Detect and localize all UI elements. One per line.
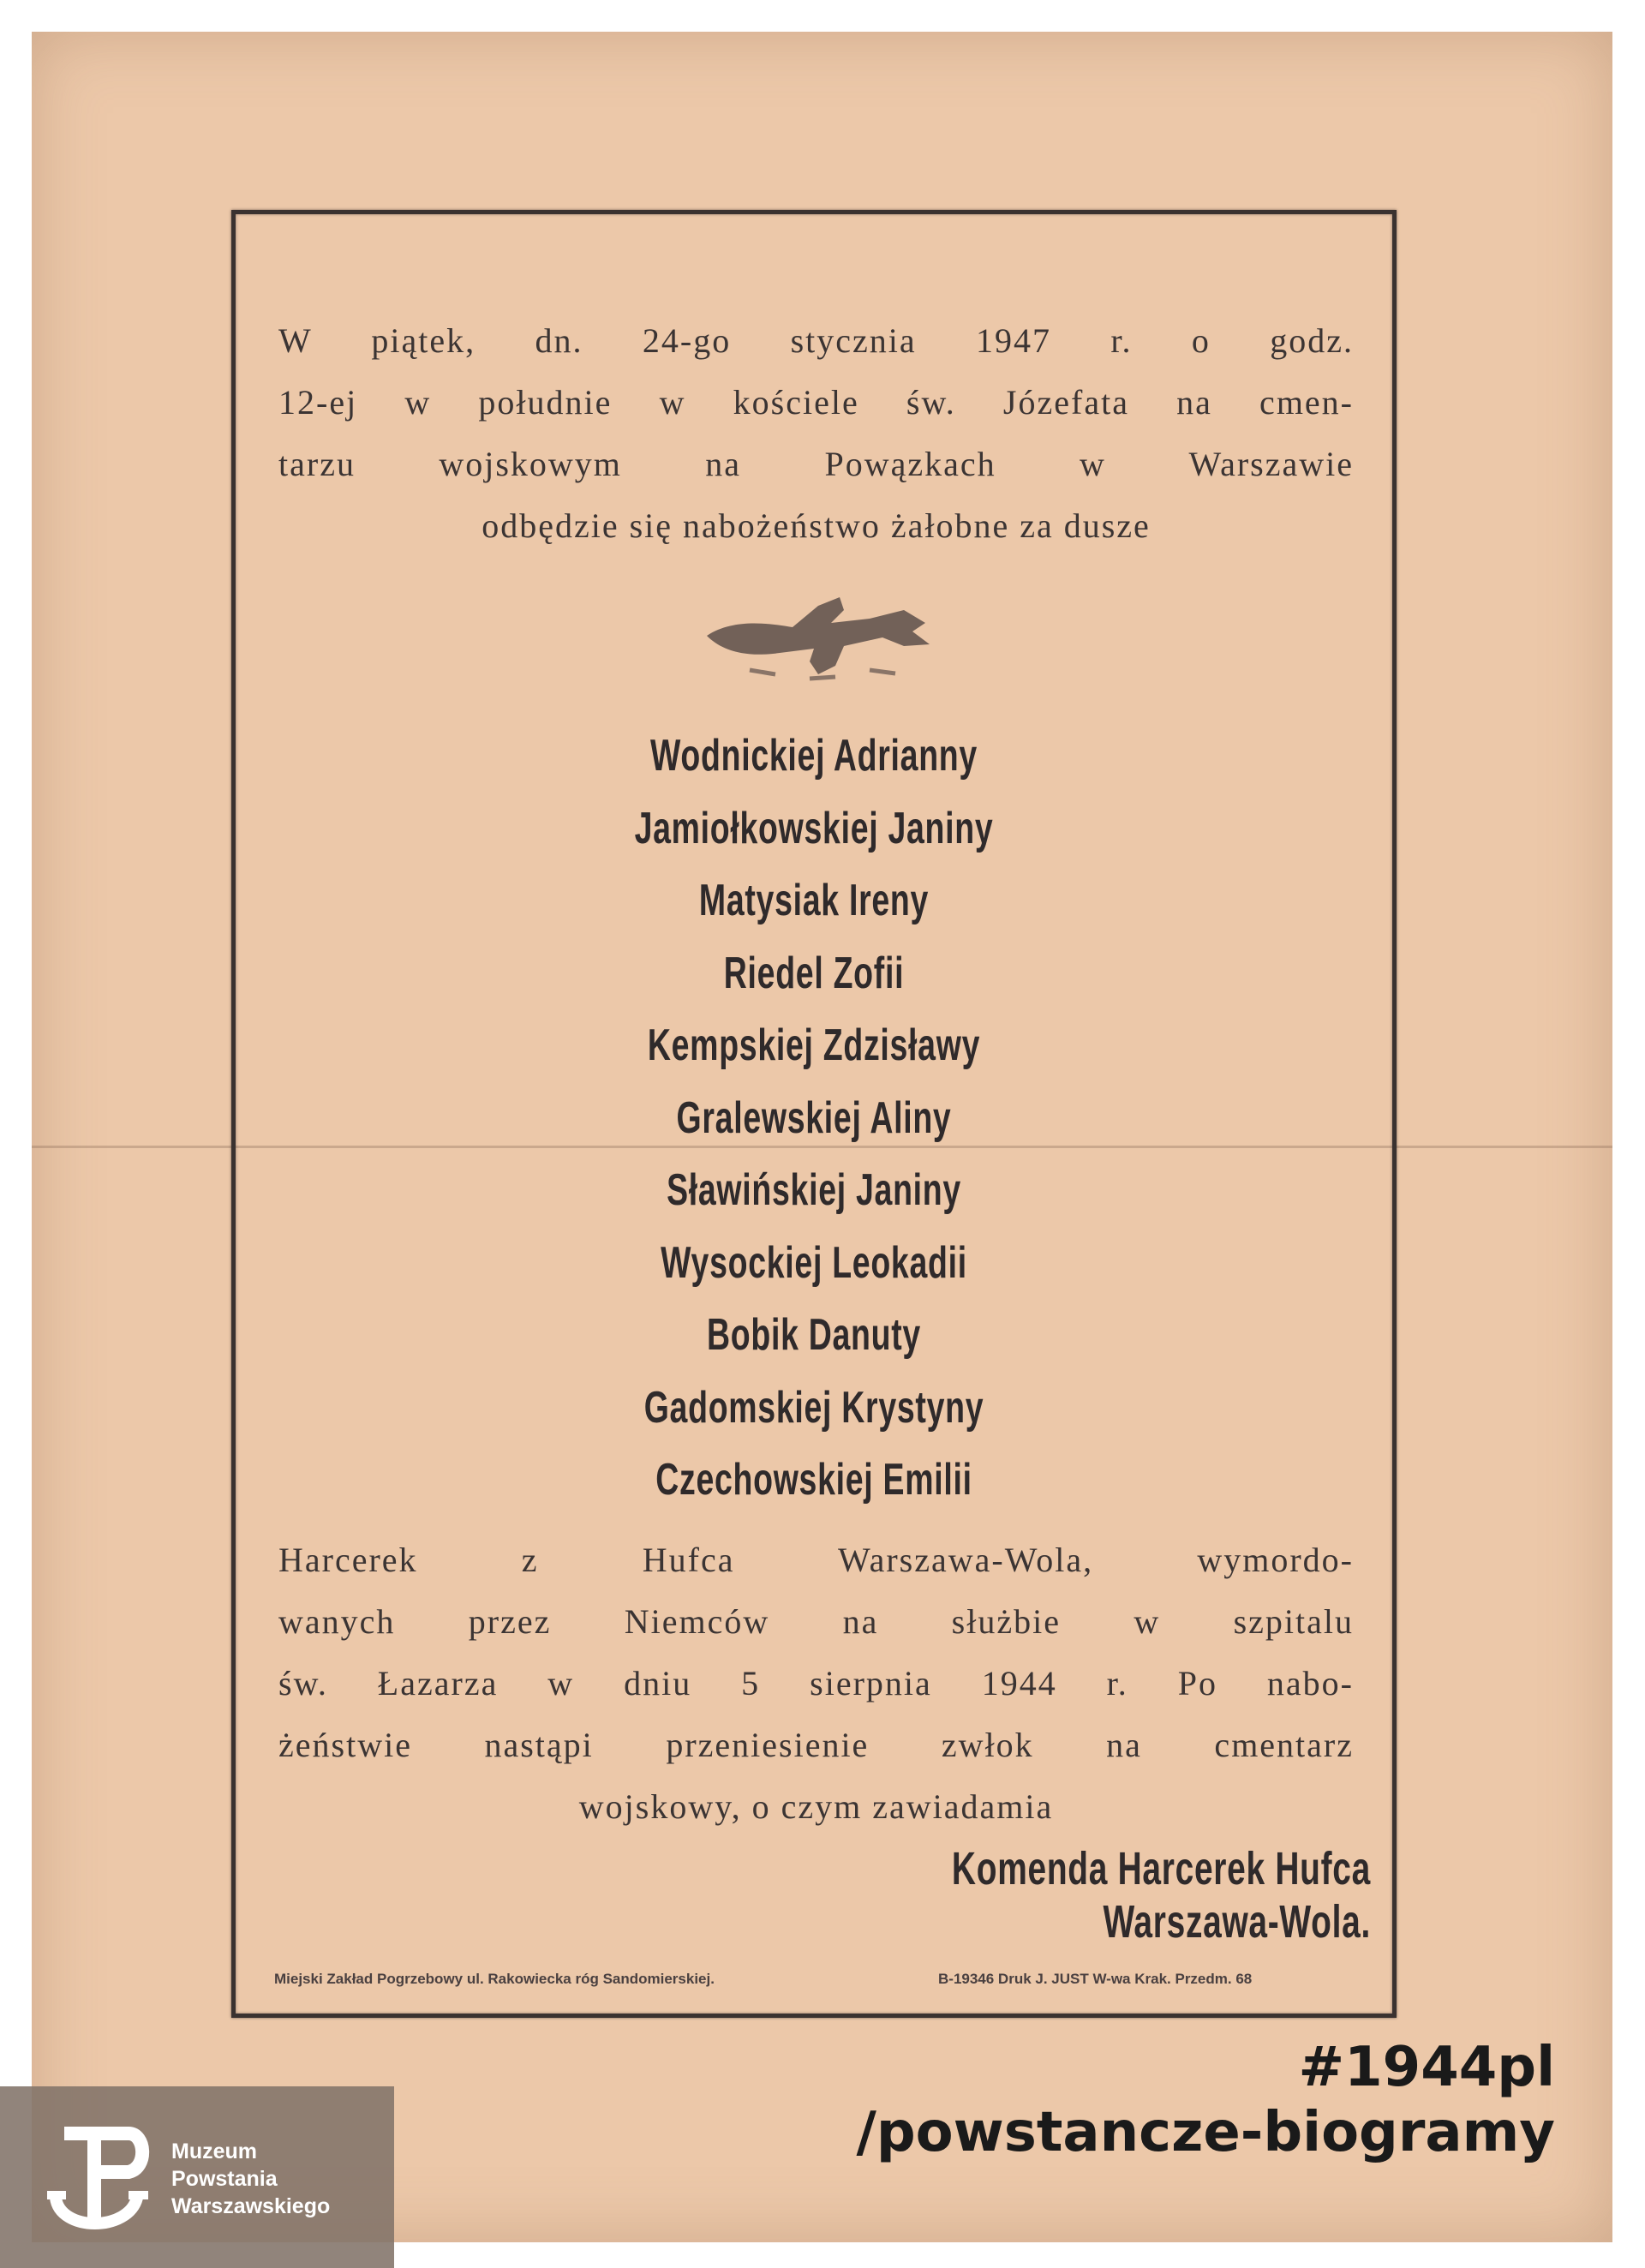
victim-name: Gralewskiej Aliny <box>676 1092 952 1143</box>
hashtag-path: /powstancze-biogramy <box>856 2101 1555 2164</box>
museum-name-line: Powstania <box>171 2167 278 2191</box>
museum-name <box>171 2138 330 2220</box>
museum-name-line: Muzeum <box>171 2139 257 2163</box>
outro-paragraph <box>278 1529 1354 1838</box>
cross-ornament-icon <box>698 584 938 687</box>
victim-name: Czechowskiej Emilii <box>655 1455 972 1505</box>
funeral-home-imprint: Miejski Zakład Pogrzebowy ul. Rakowiecka róg Sandomierskiej. <box>274 1971 715 1987</box>
outro-line-1: Harcerek z Hufca Warszawa-Wola, wymordo- <box>278 1541 1354 1579</box>
outro-line-2: wanych przez Niemców na służbie w szpitalu <box>278 1602 1354 1641</box>
outro-line-3: św. Łazarza w dniu 5 sierpnia 1944 r. Po nabo- <box>278 1664 1354 1702</box>
victim-name: Bobik Danuty <box>707 1310 921 1360</box>
hashtag-line: #1944pl <box>1298 2036 1555 2099</box>
kotwica-anchor-icon <box>47 2116 150 2241</box>
victim-name: Sławińskiej Janiny <box>667 1165 961 1215</box>
intro-line-2: 12-ej w południe w kościele św. Józefata na cmen- <box>278 383 1354 422</box>
outro-line-5: wojskowy, o czym zawiadamia <box>578 1787 1054 1826</box>
victim-name: Wysockiej Leokadii <box>661 1237 967 1288</box>
museum-logo <box>0 2086 394 2268</box>
signature: Komenda Harcerek Hufca Warszawa-Wola. <box>951 1843 1371 1948</box>
printer-imprint: B-19346 Druk J. JUST W-wa Krak. Przedm. 68 <box>938 1971 1253 1987</box>
victim-name: Kempskiej Zdzisławy <box>647 1020 981 1070</box>
victim-name: Matysiak Ireny <box>698 876 930 925</box>
museum-name-line: Warszawskiego <box>171 2194 331 2218</box>
victim-name: Gadomskiej Krystyny <box>643 1382 984 1433</box>
intro-line-4: odbędzie się nabożeństwo żałobne za dusze <box>482 506 1151 545</box>
hashtag-caption <box>856 2035 1555 2165</box>
outro-line-4: żeństwie nastąpi przeniesienie zwłok na cmentarz <box>278 1726 1354 1764</box>
victim-name: Riedel Zofii <box>723 948 905 998</box>
intro-line-1: W piątek, dn. 24-go stycznia 1947 r. o godz. <box>278 321 1354 360</box>
victims-list <box>514 720 1114 1517</box>
victim-name: Jamiołkowskiej Janiny <box>634 803 994 853</box>
intro-paragraph <box>278 310 1354 557</box>
intro-line-3: tarzu wojskowym na Powązkach w Warszawie <box>278 445 1354 483</box>
victim-name: Wodnickiej Adrianny <box>650 731 978 781</box>
